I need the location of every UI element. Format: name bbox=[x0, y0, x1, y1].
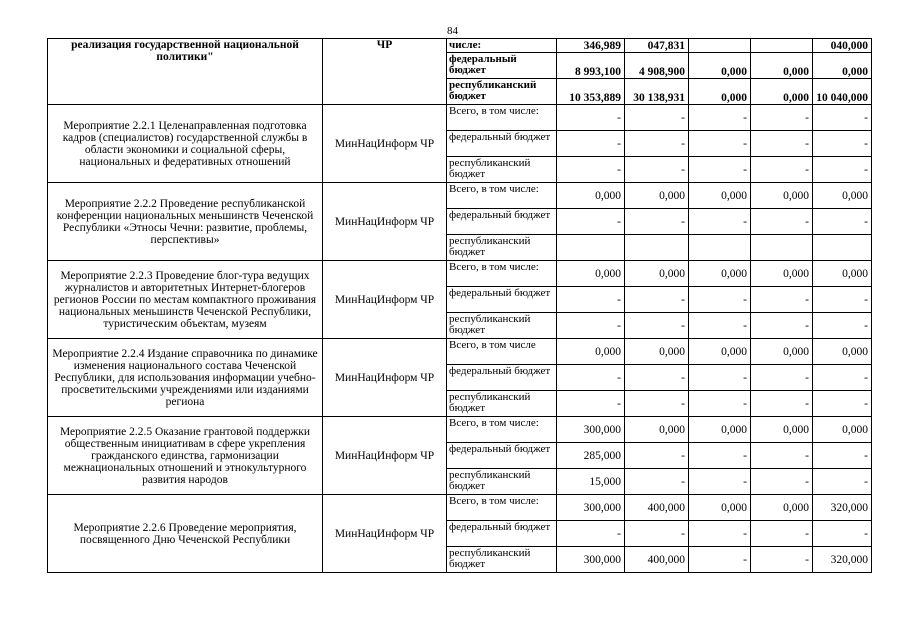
amount-cell: - bbox=[689, 209, 751, 235]
amount-cell: 040,000 bbox=[813, 39, 872, 53]
amount-cell: - bbox=[751, 521, 813, 547]
amount-cell: - bbox=[813, 443, 872, 469]
amount-cell: 0,000 bbox=[689, 339, 751, 365]
funding-source: республиканский бюджет bbox=[447, 235, 557, 261]
amount-cell: 0,000 bbox=[557, 183, 625, 209]
measure-row bbox=[48, 261, 872, 287]
amount-cell: - bbox=[751, 131, 813, 157]
funding-source: республиканский бюджет bbox=[447, 547, 557, 573]
amount-cell: 0,000 bbox=[813, 183, 872, 209]
amount-cell: - bbox=[625, 469, 689, 495]
funding-source: республиканский бюджет bbox=[447, 469, 557, 495]
amount-cell: 400,000 bbox=[625, 495, 689, 521]
measure-name: Мероприятие 2.2.4 Издание справочника по динамике изменения национального состава Чеченской Республики, для использования информации учебно-просветительскими учреждениями или изданиями региона bbox=[48, 339, 323, 417]
amount-cell: 300,000 bbox=[557, 495, 625, 521]
amount-cell: 0,000 bbox=[689, 417, 751, 443]
funding-source: федеральный бюджет bbox=[447, 287, 557, 313]
amount-cell: - bbox=[751, 209, 813, 235]
amount-cell: - bbox=[689, 521, 751, 547]
amount-cell: - bbox=[625, 209, 689, 235]
funding-source: республиканский бюджет bbox=[447, 157, 557, 183]
amount-cell: - bbox=[751, 105, 813, 131]
amount-cell: - bbox=[625, 131, 689, 157]
amount-cell: 0,000 bbox=[751, 79, 813, 105]
amount-cell: 346,989 bbox=[557, 39, 625, 53]
amount-cell bbox=[751, 39, 813, 53]
amount-cell: - bbox=[557, 209, 625, 235]
funding-source: федеральный бюджет bbox=[447, 53, 557, 79]
top-block-row bbox=[48, 39, 872, 53]
amount-cell: - bbox=[751, 287, 813, 313]
amount-cell bbox=[689, 235, 751, 261]
measure-name: Мероприятие 2.2.3 Проведение блог-тура ведущих журналистов и авторитетных Интернет-блогеров регионов России по местам компактного проживания национальных меньшинств Чеченской Республики, туристическим объектам, музеям bbox=[48, 261, 323, 339]
amount-cell: - bbox=[557, 131, 625, 157]
amount-cell: 0,000 bbox=[625, 339, 689, 365]
funding-source: Всего, в том числе bbox=[447, 339, 557, 365]
amount-cell: 285,000 bbox=[557, 443, 625, 469]
amount-cell: - bbox=[557, 105, 625, 131]
amount-cell: - bbox=[625, 391, 689, 417]
amount-cell: 300,000 bbox=[557, 547, 625, 573]
funding-source: республиканский бюджет bbox=[447, 313, 557, 339]
amount-cell: - bbox=[813, 313, 872, 339]
amount-cell: 0,000 bbox=[557, 261, 625, 287]
amount-cell: - bbox=[813, 209, 872, 235]
amount-cell: 0,000 bbox=[689, 183, 751, 209]
executor-name: МинНацИнформ ЧР bbox=[323, 339, 447, 417]
amount-cell: - bbox=[689, 365, 751, 391]
amount-cell: 0,000 bbox=[813, 261, 872, 287]
amount-cell: - bbox=[625, 443, 689, 469]
amount-cell: - bbox=[557, 391, 625, 417]
funding-source: республиканский бюджет bbox=[447, 391, 557, 417]
amount-cell: 0,000 bbox=[689, 261, 751, 287]
executor-name: МинНацИнформ ЧР bbox=[323, 495, 447, 573]
amount-cell: - bbox=[689, 131, 751, 157]
amount-cell bbox=[625, 235, 689, 261]
amount-cell: 30 138,931 bbox=[625, 79, 689, 105]
measure-row bbox=[48, 339, 872, 365]
measure-name: Мероприятие 2.2.6 Проведение мероприятия, посвященного Дню Чеченской Республики bbox=[48, 495, 323, 573]
amount-cell: - bbox=[689, 391, 751, 417]
amount-cell: 0,000 bbox=[751, 339, 813, 365]
amount-cell: 0,000 bbox=[751, 495, 813, 521]
amount-cell: 4 908,900 bbox=[625, 53, 689, 79]
funding-source: федеральный бюджет bbox=[447, 209, 557, 235]
funding-source: федеральный бюджет bbox=[447, 365, 557, 391]
funding-source: Всего, в том числе: bbox=[447, 183, 557, 209]
amount-cell: 0,000 bbox=[557, 339, 625, 365]
amount-cell: - bbox=[625, 365, 689, 391]
amount-cell: 300,000 bbox=[557, 417, 625, 443]
measure-row bbox=[48, 495, 872, 521]
amount-cell: 320,000 bbox=[813, 547, 872, 573]
amount-cell: - bbox=[625, 313, 689, 339]
amount-cell: - bbox=[557, 313, 625, 339]
amount-cell: - bbox=[813, 391, 872, 417]
amount-cell: 0,000 bbox=[813, 53, 872, 79]
measure-name: Мероприятие 2.2.2 Проведение республиканской конференции национальных меньшинств Чеченской Республики «Этносы Чечни: развитие, проблемы, перспективы» bbox=[48, 183, 323, 261]
budget-table bbox=[47, 38, 872, 573]
amount-cell: - bbox=[751, 365, 813, 391]
funding-source: Всего, в том числе: bbox=[447, 105, 557, 131]
funding-source: числе: bbox=[447, 39, 557, 53]
amount-cell bbox=[557, 235, 625, 261]
funding-source: федеральный бюджет bbox=[447, 521, 557, 547]
amount-cell: - bbox=[557, 521, 625, 547]
amount-cell: 0,000 bbox=[689, 495, 751, 521]
amount-cell: - bbox=[813, 105, 872, 131]
amount-cell bbox=[689, 39, 751, 53]
budget-table-body bbox=[48, 39, 872, 573]
amount-cell: - bbox=[625, 521, 689, 547]
executor-name: МинНацИнформ ЧР bbox=[323, 183, 447, 261]
amount-cell: - bbox=[689, 443, 751, 469]
amount-cell: - bbox=[813, 521, 872, 547]
funding-source: Всего, в том числе: bbox=[447, 495, 557, 521]
amount-cell: 10 040,000 bbox=[813, 79, 872, 105]
amount-cell: - bbox=[557, 157, 625, 183]
amount-cell: - bbox=[625, 157, 689, 183]
funding-source: федеральный бюджет bbox=[447, 131, 557, 157]
amount-cell: - bbox=[689, 157, 751, 183]
amount-cell: - bbox=[625, 105, 689, 131]
amount-cell: - bbox=[751, 391, 813, 417]
amount-cell: 0,000 bbox=[625, 183, 689, 209]
funding-source: Всего, в том числе: bbox=[447, 261, 557, 287]
amount-cell: - bbox=[751, 469, 813, 495]
amount-cell: - bbox=[813, 287, 872, 313]
amount-cell: - bbox=[689, 469, 751, 495]
amount-cell: 320,000 bbox=[813, 495, 872, 521]
page-number: 84 bbox=[447, 25, 458, 37]
funding-source: республиканский бюджет bbox=[447, 79, 557, 105]
amount-cell: 0,000 bbox=[813, 339, 872, 365]
amount-cell: 0,000 bbox=[751, 53, 813, 79]
amount-cell: 0,000 bbox=[813, 417, 872, 443]
amount-cell: 0,000 bbox=[689, 53, 751, 79]
amount-cell: 0,000 bbox=[751, 183, 813, 209]
amount-cell: - bbox=[813, 131, 872, 157]
executor-name: МинНацИнформ ЧР bbox=[323, 261, 447, 339]
amount-cell: 0,000 bbox=[625, 417, 689, 443]
executor-name: ЧР bbox=[323, 39, 447, 105]
amount-cell: - bbox=[557, 287, 625, 313]
amount-cell: 10 353,889 bbox=[557, 79, 625, 105]
amount-cell: 0,000 bbox=[751, 261, 813, 287]
amount-cell: - bbox=[689, 287, 751, 313]
funding-source: федеральный бюджет bbox=[447, 443, 557, 469]
amount-cell: - bbox=[751, 313, 813, 339]
amount-cell: - bbox=[751, 157, 813, 183]
amount-cell: - bbox=[689, 105, 751, 131]
amount-cell: 047,831 bbox=[625, 39, 689, 53]
amount-cell: - bbox=[751, 443, 813, 469]
measure-row bbox=[48, 105, 872, 131]
executor-name: МинНацИнформ ЧР bbox=[323, 417, 447, 495]
measure-name: Мероприятие 2.2.1 Целенаправленная подготовка кадров (специалистов) государственной службы в области экономики и социальной сферы, национальных и федеративных отношений bbox=[48, 105, 323, 183]
measure-row bbox=[48, 417, 872, 443]
amount-cell: - bbox=[557, 365, 625, 391]
amount-cell: 400,000 bbox=[625, 547, 689, 573]
measure-row bbox=[48, 183, 872, 209]
amount-cell: 0,000 bbox=[625, 261, 689, 287]
amount-cell: 8 993,100 bbox=[557, 53, 625, 79]
amount-cell: 0,000 bbox=[751, 417, 813, 443]
amount-cell bbox=[751, 235, 813, 261]
measure-name: реализация государственной национальной политики" bbox=[48, 39, 323, 105]
executor-name: МинНацИнформ ЧР bbox=[323, 105, 447, 183]
amount-cell: - bbox=[625, 287, 689, 313]
amount-cell bbox=[813, 235, 872, 261]
amount-cell: - bbox=[813, 157, 872, 183]
amount-cell: - bbox=[813, 365, 872, 391]
measure-name: Мероприятие 2.2.5 Оказание грантовой поддержки общественным инициативам в сфере укрепления гражданского единства, гармонизации межнациональных отношений и этнокультурного развития народов bbox=[48, 417, 323, 495]
amount-cell: 0,000 bbox=[689, 79, 751, 105]
funding-source: Всего, в том числе: bbox=[447, 417, 557, 443]
amount-cell: - bbox=[813, 469, 872, 495]
amount-cell: - bbox=[689, 547, 751, 573]
amount-cell: - bbox=[751, 547, 813, 573]
amount-cell: 15,000 bbox=[557, 469, 625, 495]
amount-cell: - bbox=[689, 313, 751, 339]
